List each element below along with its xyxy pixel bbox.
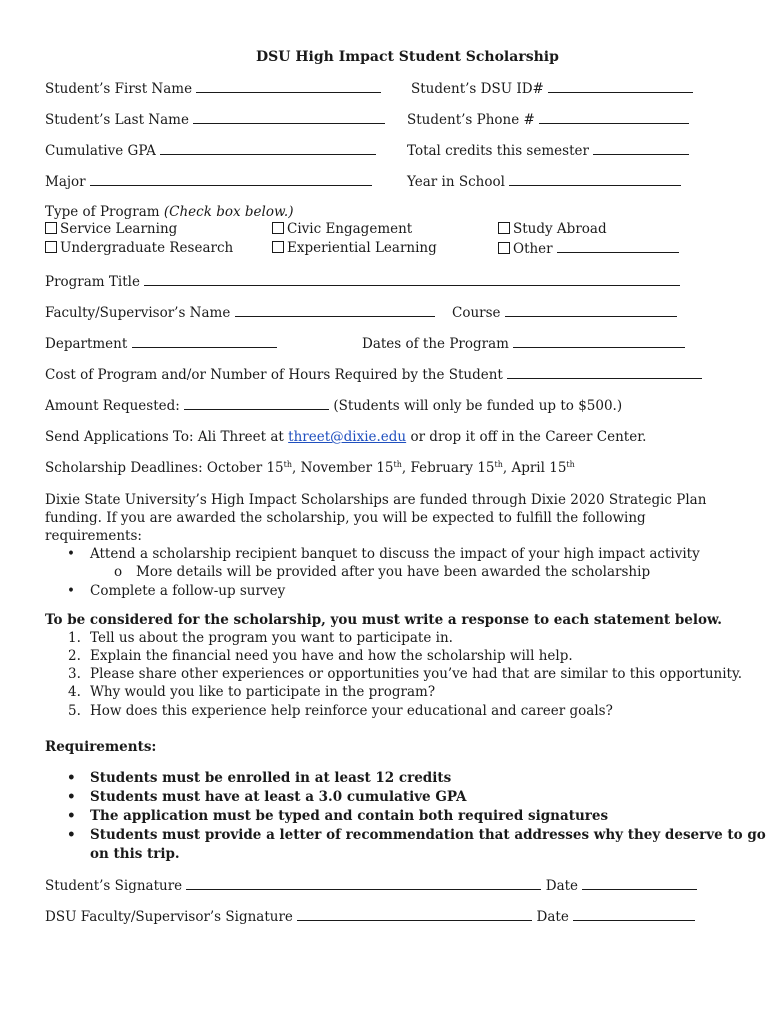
- intro-paragraph: Dixie State University’s High Impact Scholarships are funded through Dixie 2020 Strategic Plan funding. If you are awarded the scholarship, you will be expected to fulfill the following requirements:: [45, 492, 707, 544]
- gpa-label: Cumulative GPA: [45, 143, 156, 159]
- deadline-1: Scholarship Deadlines: October 15: [45, 460, 284, 476]
- civic-engagement-label: Civic Engagement: [287, 221, 413, 237]
- service-learning-label: Service Learning: [60, 221, 178, 237]
- statement-item: Why would you like to participate in the program?: [90, 684, 436, 700]
- checkbox-icon[interactable]: [272, 241, 284, 253]
- obligation-item-2: Complete a follow-up survey: [90, 583, 286, 599]
- obligation-sub-item: More details will be provided after you have been awarded the scholarship: [136, 564, 651, 580]
- checkbox-icon[interactable]: [45, 222, 57, 234]
- program-title-field[interactable]: [45, 273, 680, 292]
- requirement-item: The application must be typed and contain both required signatures: [90, 808, 609, 824]
- checkbox-experiential-learning[interactable]: [272, 240, 437, 258]
- study-abroad-label: Study Abroad: [513, 221, 607, 237]
- statement-item: Explain the financial need you have and how the scholarship will help.: [90, 648, 573, 664]
- first-name-label: Student’s First Name: [45, 81, 193, 97]
- dates-label: Dates of the Program: [362, 336, 509, 352]
- faculty-signature-line[interactable]: [297, 908, 532, 921]
- gpa-field[interactable]: [45, 142, 376, 161]
- gpa-line[interactable]: [160, 142, 376, 155]
- year-line[interactable]: [509, 173, 681, 186]
- last-name-label: Student’s Last Name: [45, 112, 189, 128]
- student-signature-field[interactable]: [45, 877, 697, 896]
- other-line[interactable]: [557, 240, 679, 253]
- student-signature-label: Student’s Signature: [45, 878, 183, 894]
- course-label: Course: [452, 305, 501, 321]
- phone-line[interactable]: [539, 111, 689, 124]
- cost-field[interactable]: [45, 366, 702, 385]
- dsu-id-label: Student’s DSU ID#: [411, 81, 544, 97]
- credits-label: Total credits this semester: [407, 143, 589, 159]
- send-suffix: or drop it off in the Career Center.: [410, 429, 647, 445]
- department-line[interactable]: [132, 335, 277, 348]
- deadline-sup: th: [283, 460, 293, 469]
- course-field[interactable]: [452, 304, 677, 323]
- phone-label: Student’s Phone #: [407, 112, 535, 128]
- major-line[interactable]: [90, 173, 372, 186]
- dates-line[interactable]: [513, 335, 685, 348]
- requirements-heading: Requirements:: [45, 739, 157, 755]
- dates-field[interactable]: [362, 335, 685, 354]
- student-date-label: Date: [545, 878, 579, 894]
- requirement-bullet: •: [67, 789, 76, 805]
- send-prefix: Send Applications To: Ali Threet at: [45, 429, 284, 445]
- statement-number: 5.: [68, 703, 81, 719]
- program-type-hint: (Check box below.): [163, 204, 294, 220]
- faculty-date-label: Date: [536, 909, 569, 925]
- amount-field[interactable]: [45, 397, 622, 416]
- student-signature-line[interactable]: [186, 877, 541, 890]
- program-type-heading: [45, 204, 293, 222]
- statement-number: 3.: [68, 666, 81, 682]
- checkbox-icon[interactable]: [272, 222, 284, 234]
- phone-field[interactable]: [407, 111, 689, 130]
- checkbox-other[interactable]: [498, 240, 679, 259]
- statement-item: Tell us about the program you want to participate in.: [90, 630, 453, 646]
- major-label: Major: [45, 174, 86, 190]
- requirement-item: Students must be enrolled in at least 12 credits: [90, 770, 452, 786]
- checkbox-undergraduate-research[interactable]: [45, 240, 233, 258]
- other-label: Other: [513, 241, 553, 257]
- dsu-id-field[interactable]: [411, 80, 693, 99]
- program-title-label: Program Title: [45, 274, 140, 290]
- first-name-line[interactable]: [196, 80, 381, 93]
- statement-number: 1.: [68, 630, 81, 646]
- obligation-item-1: Attend a scholarship recipient banquet to discuss the impact of your high impact activity: [90, 546, 700, 562]
- dsu-id-line[interactable]: [548, 80, 693, 93]
- cost-line[interactable]: [507, 366, 702, 379]
- checkbox-icon[interactable]: [45, 241, 57, 253]
- first-name-field[interactable]: [45, 80, 381, 99]
- year-field[interactable]: [407, 173, 681, 192]
- amount-label: Amount Requested:: [45, 398, 180, 414]
- major-field[interactable]: [45, 173, 372, 192]
- department-label: Department: [45, 336, 128, 352]
- statements-heading: To be considered for the scholarship, you must write a response to each statement below.: [45, 612, 722, 628]
- faculty-name-field[interactable]: [45, 304, 435, 323]
- statement-item: Please share other experiences or opportunities you’ve had that are similar to this opportunity.: [90, 666, 743, 682]
- statement-number: 4.: [68, 684, 81, 700]
- program-title-line[interactable]: [144, 273, 680, 286]
- faculty-signature-field[interactable]: [45, 908, 695, 927]
- requirement-bullet: •: [67, 827, 76, 843]
- deadline-sup: th: [494, 460, 503, 469]
- requirement-bullet: •: [67, 770, 76, 786]
- deadline-2: , November 15: [292, 460, 394, 476]
- amount-note: (Students will only be funded up to $500.): [333, 398, 623, 414]
- requirement-item: Students must provide a letter of recommendation that addresses why they deserve to go: [90, 827, 766, 843]
- checkbox-service-learning[interactable]: [45, 221, 177, 239]
- credits-line[interactable]: [593, 142, 689, 155]
- cost-label: Cost of Program and/or Number of Hours Required by the Student: [45, 367, 503, 383]
- requirement-bullet: •: [67, 808, 76, 824]
- amount-line[interactable]: [184, 397, 329, 410]
- form-title: DSU High Impact Student Scholarship: [256, 49, 559, 65]
- checkbox-civic-engagement[interactable]: [272, 221, 412, 239]
- deadline-3: , February 15: [401, 460, 495, 476]
- last-name-field[interactable]: [45, 111, 385, 130]
- faculty-signature-label: DSU Faculty/Supervisor’s Signature: [45, 909, 293, 925]
- student-date-line[interactable]: [582, 877, 697, 890]
- checkbox-icon[interactable]: [498, 222, 510, 234]
- faculty-date-line[interactable]: [573, 908, 695, 921]
- department-field[interactable]: [45, 335, 277, 354]
- credits-field[interactable]: [407, 142, 689, 161]
- email-link[interactable]: threet@dixie.edu: [288, 429, 407, 445]
- obligation-bullet: •: [67, 546, 75, 562]
- last-name-line[interactable]: [193, 111, 385, 124]
- statement-number: 2.: [68, 648, 81, 664]
- undergraduate-research-label: Undergraduate Research: [60, 240, 234, 256]
- faculty-name-label: Faculty/Supervisor’s Name: [45, 305, 231, 321]
- requirement-item: Students must have at least a 3.0 cumulative GPA: [90, 789, 467, 805]
- deadline-4: , April 15: [502, 460, 567, 476]
- statement-item: How does this experience help reinforce your educational and career goals?: [90, 703, 613, 719]
- send-applications: [45, 429, 646, 447]
- checkbox-icon[interactable]: [498, 242, 510, 254]
- deadline-sup: th: [566, 460, 575, 469]
- requirement-item-continued: on this trip.: [90, 846, 180, 862]
- program-type-label: Type of Program: [45, 204, 160, 220]
- obligation-sub-bullet: o: [114, 564, 123, 580]
- deadline-sup: th: [393, 460, 402, 469]
- deadlines: [45, 460, 575, 478]
- experiential-learning-label: Experiential Learning: [287, 240, 437, 256]
- course-line[interactable]: [505, 304, 677, 317]
- year-label: Year in School: [407, 174, 505, 190]
- checkbox-study-abroad[interactable]: [498, 221, 607, 239]
- faculty-name-line[interactable]: [235, 304, 435, 317]
- obligation-bullet: •: [67, 583, 75, 599]
